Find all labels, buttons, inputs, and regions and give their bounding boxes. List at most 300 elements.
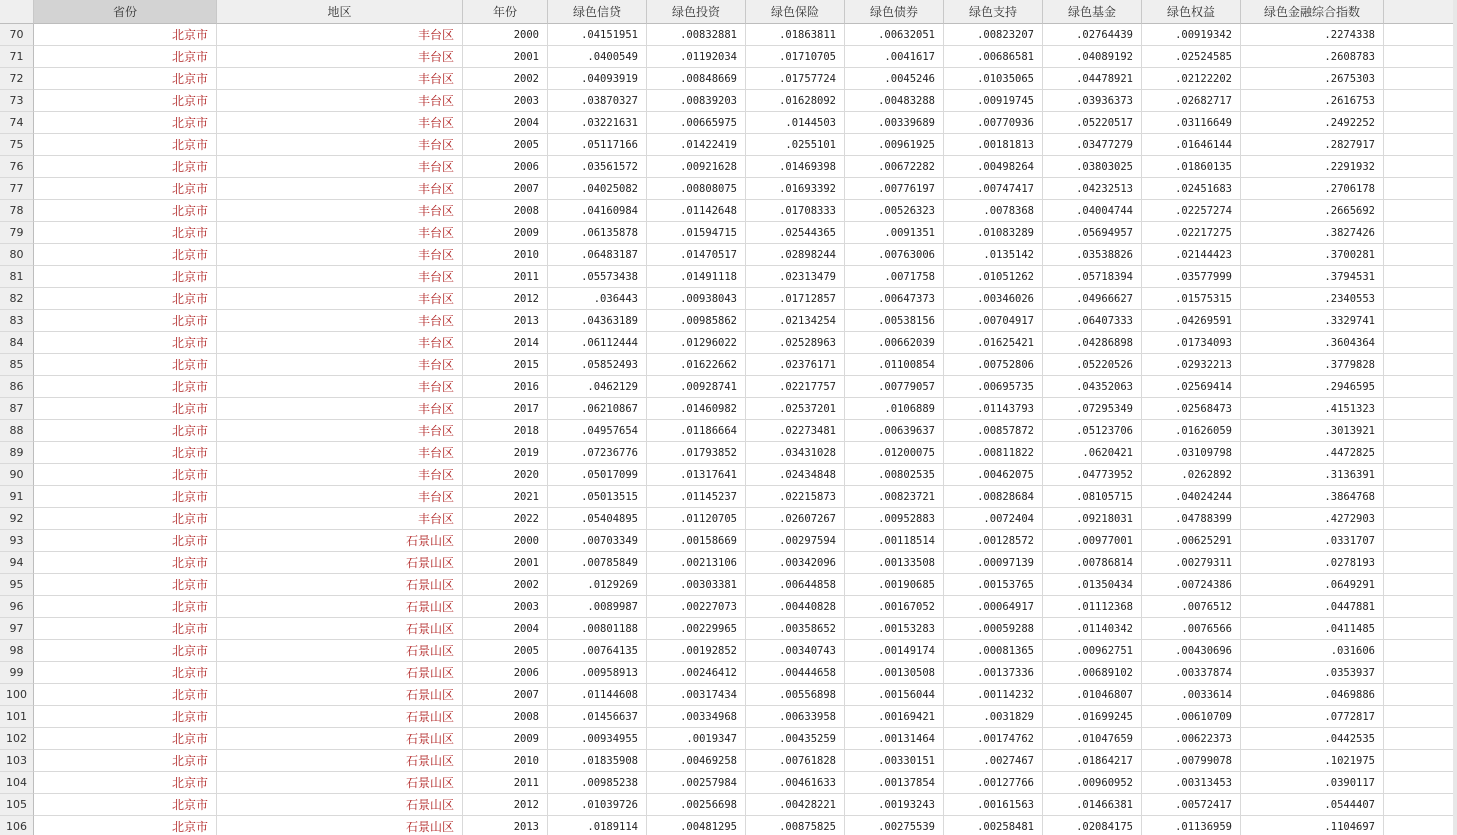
- table-row[interactable]: [0, 728, 1457, 750]
- empty-cell[interactable]: [1384, 750, 1457, 772]
- green-equity-cell[interactable]: .00724386: [1142, 574, 1241, 596]
- green-finance-index-cell[interactable]: .1104697: [1241, 816, 1384, 835]
- green-bond-cell[interactable]: .00275539: [845, 816, 944, 835]
- row-number[interactable]: 89: [0, 442, 34, 464]
- table-row[interactable]: [0, 178, 1457, 200]
- green-equity-cell[interactable]: .0076512: [1142, 596, 1241, 618]
- green-fund-cell[interactable]: .03538826: [1043, 244, 1142, 266]
- green-credit-cell[interactable]: .0129269: [548, 574, 647, 596]
- table-row[interactable]: [0, 794, 1457, 816]
- green-investment-cell[interactable]: .00808075: [647, 178, 746, 200]
- green-support-cell[interactable]: .00081365: [944, 640, 1043, 662]
- table-row[interactable]: [0, 354, 1457, 376]
- green-insurance-cell[interactable]: .01708333: [746, 200, 845, 222]
- province-cell[interactable]: 北京市: [34, 816, 217, 835]
- green-investment-cell[interactable]: .00303381: [647, 574, 746, 596]
- green-fund-cell[interactable]: .01140342: [1043, 618, 1142, 640]
- year-cell[interactable]: 2011: [463, 772, 548, 794]
- green-insurance-cell[interactable]: .00358652: [746, 618, 845, 640]
- year-cell[interactable]: 2000: [463, 24, 548, 46]
- district-cell[interactable]: 丰台区: [217, 376, 463, 398]
- table-row[interactable]: [0, 156, 1457, 178]
- vertical-scrollbar[interactable]: [1453, 0, 1457, 835]
- row-number[interactable]: 77: [0, 178, 34, 200]
- green-insurance-cell[interactable]: .00875825: [746, 816, 845, 835]
- year-cell[interactable]: 2013: [463, 816, 548, 835]
- green-bond-cell[interactable]: .00190685: [845, 574, 944, 596]
- green-equity-cell[interactable]: .01136959: [1142, 816, 1241, 835]
- green-bond-cell[interactable]: .0091351: [845, 222, 944, 244]
- table-row[interactable]: [0, 442, 1457, 464]
- green-bond-cell[interactable]: .00639637: [845, 420, 944, 442]
- column-header-green-fund[interactable]: 绿色基金: [1043, 0, 1142, 24]
- column-header-green-credit[interactable]: 绿色信贷: [548, 0, 647, 24]
- table-row[interactable]: [0, 288, 1457, 310]
- empty-cell[interactable]: [1384, 640, 1457, 662]
- empty-cell[interactable]: [1384, 46, 1457, 68]
- green-credit-cell[interactable]: .00764135: [548, 640, 647, 662]
- green-equity-cell[interactable]: .02144423: [1142, 244, 1241, 266]
- district-cell[interactable]: 石景山区: [217, 728, 463, 750]
- green-finance-index-cell[interactable]: .0544407: [1241, 794, 1384, 816]
- green-investment-cell[interactable]: .00832881: [647, 24, 746, 46]
- year-cell[interactable]: 2020: [463, 464, 548, 486]
- green-investment-cell[interactable]: .00158669: [647, 530, 746, 552]
- province-cell[interactable]: 北京市: [34, 266, 217, 288]
- green-support-cell[interactable]: .00346026: [944, 288, 1043, 310]
- district-cell[interactable]: 丰台区: [217, 354, 463, 376]
- year-cell[interactable]: 2001: [463, 552, 548, 574]
- empty-cell[interactable]: [1384, 266, 1457, 288]
- year-cell[interactable]: 2004: [463, 618, 548, 640]
- green-finance-index-cell[interactable]: .2492252: [1241, 112, 1384, 134]
- green-credit-cell[interactable]: .05573438: [548, 266, 647, 288]
- district-cell[interactable]: 丰台区: [217, 112, 463, 134]
- green-insurance-cell[interactable]: .00556898: [746, 684, 845, 706]
- row-number[interactable]: 96: [0, 596, 34, 618]
- green-investment-cell[interactable]: .00985862: [647, 310, 746, 332]
- green-insurance-cell[interactable]: .01469398: [746, 156, 845, 178]
- green-investment-cell[interactable]: .01145237: [647, 486, 746, 508]
- green-credit-cell[interactable]: .05017099: [548, 464, 647, 486]
- province-cell[interactable]: 北京市: [34, 24, 217, 46]
- green-insurance-cell[interactable]: .00440828: [746, 596, 845, 618]
- green-credit-cell[interactable]: .0400549: [548, 46, 647, 68]
- empty-cell[interactable]: [1384, 574, 1457, 596]
- green-support-cell[interactable]: .0027467: [944, 750, 1043, 772]
- green-credit-cell[interactable]: .036443: [548, 288, 647, 310]
- green-support-cell[interactable]: .01625421: [944, 332, 1043, 354]
- green-credit-cell[interactable]: .0462129: [548, 376, 647, 398]
- table-row[interactable]: [0, 552, 1457, 574]
- green-fund-cell[interactable]: .01864217: [1043, 750, 1142, 772]
- green-bond-cell[interactable]: .00137854: [845, 772, 944, 794]
- year-cell[interactable]: 2009: [463, 728, 548, 750]
- row-number[interactable]: 87: [0, 398, 34, 420]
- green-insurance-cell[interactable]: .00633958: [746, 706, 845, 728]
- green-insurance-cell[interactable]: .00342096: [746, 552, 845, 574]
- green-finance-index-cell[interactable]: .2616753: [1241, 90, 1384, 112]
- province-cell[interactable]: 北京市: [34, 596, 217, 618]
- green-equity-cell[interactable]: .00625291: [1142, 530, 1241, 552]
- green-insurance-cell[interactable]: .03431028: [746, 442, 845, 464]
- table-row[interactable]: [0, 266, 1457, 288]
- green-bond-cell[interactable]: .00802535: [845, 464, 944, 486]
- year-cell[interactable]: 2016: [463, 376, 548, 398]
- green-support-cell[interactable]: .00128572: [944, 530, 1043, 552]
- table-row[interactable]: [0, 420, 1457, 442]
- row-number[interactable]: 101: [0, 706, 34, 728]
- row-number[interactable]: 99: [0, 662, 34, 684]
- empty-cell[interactable]: [1384, 134, 1457, 156]
- green-finance-index-cell[interactable]: .3329741: [1241, 310, 1384, 332]
- green-equity-cell[interactable]: .02524585: [1142, 46, 1241, 68]
- green-finance-index-cell[interactable]: .031606: [1241, 640, 1384, 662]
- empty-cell[interactable]: [1384, 794, 1457, 816]
- province-cell[interactable]: 北京市: [34, 442, 217, 464]
- row-number[interactable]: 84: [0, 332, 34, 354]
- empty-cell[interactable]: [1384, 178, 1457, 200]
- green-credit-cell[interactable]: .05013515: [548, 486, 647, 508]
- year-cell[interactable]: 2017: [463, 398, 548, 420]
- district-cell[interactable]: 石景山区: [217, 618, 463, 640]
- province-cell[interactable]: 北京市: [34, 662, 217, 684]
- district-cell[interactable]: 石景山区: [217, 684, 463, 706]
- green-insurance-cell[interactable]: .02273481: [746, 420, 845, 442]
- empty-cell[interactable]: [1384, 618, 1457, 640]
- green-investment-cell[interactable]: .00928741: [647, 376, 746, 398]
- green-finance-index-cell[interactable]: .0390117: [1241, 772, 1384, 794]
- green-investment-cell[interactable]: .00848669: [647, 68, 746, 90]
- green-insurance-cell[interactable]: .02537201: [746, 398, 845, 420]
- district-cell[interactable]: 丰台区: [217, 90, 463, 112]
- green-support-cell[interactable]: .00811822: [944, 442, 1043, 464]
- province-cell[interactable]: 北京市: [34, 332, 217, 354]
- empty-cell[interactable]: [1384, 112, 1457, 134]
- column-header-green-investment[interactable]: 绿色投资: [647, 0, 746, 24]
- district-cell[interactable]: 丰台区: [217, 222, 463, 244]
- green-insurance-cell[interactable]: .02215873: [746, 486, 845, 508]
- green-credit-cell[interactable]: .05404895: [548, 508, 647, 530]
- green-fund-cell[interactable]: .04232513: [1043, 178, 1142, 200]
- green-finance-index-cell[interactable]: .2291932: [1241, 156, 1384, 178]
- green-support-cell[interactable]: .00097139: [944, 552, 1043, 574]
- green-bond-cell[interactable]: .00169421: [845, 706, 944, 728]
- province-cell[interactable]: 北京市: [34, 706, 217, 728]
- green-investment-cell[interactable]: .01317641: [647, 464, 746, 486]
- green-finance-index-cell[interactable]: .0411485: [1241, 618, 1384, 640]
- district-cell[interactable]: 石景山区: [217, 750, 463, 772]
- green-bond-cell[interactable]: .00483288: [845, 90, 944, 112]
- province-cell[interactable]: 北京市: [34, 420, 217, 442]
- district-cell[interactable]: 丰台区: [217, 398, 463, 420]
- year-cell[interactable]: 2012: [463, 288, 548, 310]
- year-cell[interactable]: 2019: [463, 442, 548, 464]
- green-fund-cell[interactable]: .00960952: [1043, 772, 1142, 794]
- green-support-cell[interactable]: .01035065: [944, 68, 1043, 90]
- green-insurance-cell[interactable]: .02528963: [746, 332, 845, 354]
- green-bond-cell[interactable]: .01200075: [845, 442, 944, 464]
- green-finance-index-cell[interactable]: .3794531: [1241, 266, 1384, 288]
- year-cell[interactable]: 2012: [463, 794, 548, 816]
- column-header-district[interactable]: 地区: [217, 0, 463, 24]
- empty-cell[interactable]: [1384, 728, 1457, 750]
- green-credit-cell[interactable]: .05117166: [548, 134, 647, 156]
- table-row[interactable]: [0, 332, 1457, 354]
- district-cell[interactable]: 石景山区: [217, 662, 463, 684]
- year-cell[interactable]: 2021: [463, 486, 548, 508]
- year-cell[interactable]: 2014: [463, 332, 548, 354]
- district-cell[interactable]: 石景山区: [217, 574, 463, 596]
- green-support-cell[interactable]: .00258481: [944, 816, 1043, 835]
- year-cell[interactable]: 2007: [463, 178, 548, 200]
- green-bond-cell[interactable]: .00130508: [845, 662, 944, 684]
- row-number[interactable]: 75: [0, 134, 34, 156]
- green-fund-cell[interactable]: .05220526: [1043, 354, 1142, 376]
- province-cell[interactable]: 北京市: [34, 772, 217, 794]
- green-bond-cell[interactable]: .0045246: [845, 68, 944, 90]
- empty-cell[interactable]: [1384, 486, 1457, 508]
- green-fund-cell[interactable]: .01046807: [1043, 684, 1142, 706]
- district-cell[interactable]: 石景山区: [217, 530, 463, 552]
- green-insurance-cell[interactable]: .02544365: [746, 222, 845, 244]
- corner-header[interactable]: [0, 0, 34, 24]
- district-cell[interactable]: 丰台区: [217, 332, 463, 354]
- green-credit-cell[interactable]: .04957654: [548, 420, 647, 442]
- row-number[interactable]: 71: [0, 46, 34, 68]
- green-equity-cell[interactable]: .02257274: [1142, 200, 1241, 222]
- empty-cell[interactable]: [1384, 552, 1457, 574]
- green-insurance-cell[interactable]: .02434848: [746, 464, 845, 486]
- district-cell[interactable]: 丰台区: [217, 134, 463, 156]
- district-cell[interactable]: 丰台区: [217, 68, 463, 90]
- year-cell[interactable]: 2007: [463, 684, 548, 706]
- green-finance-index-cell[interactable]: .3700281: [1241, 244, 1384, 266]
- row-number[interactable]: 73: [0, 90, 34, 112]
- green-credit-cell[interactable]: .01144608: [548, 684, 647, 706]
- green-investment-cell[interactable]: .00665975: [647, 112, 746, 134]
- year-cell[interactable]: 2002: [463, 68, 548, 90]
- green-finance-index-cell[interactable]: .4151323: [1241, 398, 1384, 420]
- green-investment-cell[interactable]: .00938043: [647, 288, 746, 310]
- green-fund-cell[interactable]: .00962751: [1043, 640, 1142, 662]
- province-cell[interactable]: 北京市: [34, 728, 217, 750]
- green-fund-cell[interactable]: .09218031: [1043, 508, 1142, 530]
- green-bond-cell[interactable]: .00131464: [845, 728, 944, 750]
- province-cell[interactable]: 北京市: [34, 222, 217, 244]
- empty-cell[interactable]: [1384, 772, 1457, 794]
- district-cell[interactable]: 丰台区: [217, 244, 463, 266]
- green-credit-cell[interactable]: .04160984: [548, 200, 647, 222]
- year-cell[interactable]: 2013: [463, 310, 548, 332]
- row-number[interactable]: 72: [0, 68, 34, 90]
- green-investment-cell[interactable]: .00921628: [647, 156, 746, 178]
- table-row[interactable]: [0, 112, 1457, 134]
- column-header-green-insurance[interactable]: 绿色保险: [746, 0, 845, 24]
- green-support-cell[interactable]: .00770936: [944, 112, 1043, 134]
- province-cell[interactable]: 北京市: [34, 244, 217, 266]
- green-investment-cell[interactable]: .01120705: [647, 508, 746, 530]
- empty-cell[interactable]: [1384, 310, 1457, 332]
- green-credit-cell[interactable]: .06135878: [548, 222, 647, 244]
- green-support-cell[interactable]: .00127766: [944, 772, 1043, 794]
- green-support-cell[interactable]: .00857872: [944, 420, 1043, 442]
- row-number[interactable]: 93: [0, 530, 34, 552]
- table-row[interactable]: [0, 618, 1457, 640]
- year-cell[interactable]: 2010: [463, 750, 548, 772]
- empty-cell[interactable]: [1384, 222, 1457, 244]
- green-finance-index-cell[interactable]: .3864768: [1241, 486, 1384, 508]
- year-cell[interactable]: 2005: [463, 640, 548, 662]
- green-investment-cell[interactable]: .01793852: [647, 442, 746, 464]
- green-fund-cell[interactable]: .03477279: [1043, 134, 1142, 156]
- green-bond-cell[interactable]: .0071758: [845, 266, 944, 288]
- province-cell[interactable]: 北京市: [34, 574, 217, 596]
- table-row[interactable]: [0, 90, 1457, 112]
- green-insurance-cell[interactable]: .00644858: [746, 574, 845, 596]
- green-support-cell[interactable]: .0031829: [944, 706, 1043, 728]
- green-support-cell[interactable]: .00704917: [944, 310, 1043, 332]
- province-cell[interactable]: 北京市: [34, 552, 217, 574]
- province-cell[interactable]: 北京市: [34, 508, 217, 530]
- table-row[interactable]: [0, 398, 1457, 420]
- green-support-cell[interactable]: .01143793: [944, 398, 1043, 420]
- empty-cell[interactable]: [1384, 354, 1457, 376]
- row-number[interactable]: 98: [0, 640, 34, 662]
- province-cell[interactable]: 北京市: [34, 530, 217, 552]
- green-bond-cell[interactable]: .00133508: [845, 552, 944, 574]
- green-finance-index-cell[interactable]: .0469886: [1241, 684, 1384, 706]
- green-finance-index-cell[interactable]: .0278193: [1241, 552, 1384, 574]
- green-finance-index-cell[interactable]: .0649291: [1241, 574, 1384, 596]
- green-support-cell[interactable]: .01083289: [944, 222, 1043, 244]
- green-insurance-cell[interactable]: .02376171: [746, 354, 845, 376]
- green-finance-index-cell[interactable]: .3604364: [1241, 332, 1384, 354]
- green-bond-cell[interactable]: .00339689: [845, 112, 944, 134]
- empty-cell[interactable]: [1384, 332, 1457, 354]
- table-row[interactable]: [0, 310, 1457, 332]
- row-number[interactable]: 94: [0, 552, 34, 574]
- year-cell[interactable]: 2008: [463, 200, 548, 222]
- green-insurance-cell[interactable]: .01712857: [746, 288, 845, 310]
- green-investment-cell[interactable]: .00317434: [647, 684, 746, 706]
- column-header-green-finance-index[interactable]: 绿色金融综合指数: [1241, 0, 1384, 24]
- year-cell[interactable]: 2003: [463, 90, 548, 112]
- green-investment-cell[interactable]: .01296022: [647, 332, 746, 354]
- green-bond-cell[interactable]: .00149174: [845, 640, 944, 662]
- green-insurance-cell[interactable]: .02217757: [746, 376, 845, 398]
- green-finance-index-cell[interactable]: .3827426: [1241, 222, 1384, 244]
- district-cell[interactable]: 石景山区: [217, 552, 463, 574]
- green-equity-cell[interactable]: .04024244: [1142, 486, 1241, 508]
- green-bond-cell[interactable]: .00961925: [845, 134, 944, 156]
- green-investment-cell[interactable]: .00246412: [647, 662, 746, 684]
- district-cell[interactable]: 丰台区: [217, 288, 463, 310]
- green-finance-index-cell[interactable]: .2665692: [1241, 200, 1384, 222]
- green-fund-cell[interactable]: .01350434: [1043, 574, 1142, 596]
- green-fund-cell[interactable]: .04004744: [1043, 200, 1142, 222]
- row-number[interactable]: 79: [0, 222, 34, 244]
- year-cell[interactable]: 2006: [463, 156, 548, 178]
- year-cell[interactable]: 2011: [463, 266, 548, 288]
- green-investment-cell[interactable]: .01594715: [647, 222, 746, 244]
- green-credit-cell[interactable]: .05852493: [548, 354, 647, 376]
- green-support-cell[interactable]: .00828684: [944, 486, 1043, 508]
- green-equity-cell[interactable]: .04269591: [1142, 310, 1241, 332]
- green-fund-cell[interactable]: .02084175: [1043, 816, 1142, 835]
- green-credit-cell[interactable]: .04151951: [548, 24, 647, 46]
- green-bond-cell[interactable]: .00153283: [845, 618, 944, 640]
- green-credit-cell[interactable]: .00934955: [548, 728, 647, 750]
- green-investment-cell[interactable]: .00469258: [647, 750, 746, 772]
- district-cell[interactable]: 丰台区: [217, 508, 463, 530]
- green-fund-cell[interactable]: .0620421: [1043, 442, 1142, 464]
- province-cell[interactable]: 北京市: [34, 486, 217, 508]
- green-equity-cell[interactable]: .03577999: [1142, 266, 1241, 288]
- year-cell[interactable]: 2010: [463, 244, 548, 266]
- empty-cell[interactable]: [1384, 398, 1457, 420]
- green-support-cell[interactable]: .00695735: [944, 376, 1043, 398]
- province-cell[interactable]: 北京市: [34, 200, 217, 222]
- green-finance-index-cell[interactable]: .0447881: [1241, 596, 1384, 618]
- row-number[interactable]: 105: [0, 794, 34, 816]
- green-insurance-cell[interactable]: .02134254: [746, 310, 845, 332]
- green-fund-cell[interactable]: .00977001: [1043, 530, 1142, 552]
- empty-cell[interactable]: [1384, 200, 1457, 222]
- province-cell[interactable]: 北京市: [34, 794, 217, 816]
- green-support-cell[interactable]: .00823207: [944, 24, 1043, 46]
- green-bond-cell[interactable]: .00952883: [845, 508, 944, 530]
- green-investment-cell[interactable]: .00839203: [647, 90, 746, 112]
- green-finance-index-cell[interactable]: .0353937: [1241, 662, 1384, 684]
- green-fund-cell[interactable]: .01047659: [1043, 728, 1142, 750]
- province-cell[interactable]: 北京市: [34, 46, 217, 68]
- green-bond-cell[interactable]: .00156044: [845, 684, 944, 706]
- row-number[interactable]: 106: [0, 816, 34, 835]
- green-finance-index-cell[interactable]: .2946595: [1241, 376, 1384, 398]
- green-investment-cell[interactable]: .01491118: [647, 266, 746, 288]
- year-cell[interactable]: 2004: [463, 112, 548, 134]
- green-support-cell[interactable]: .00462075: [944, 464, 1043, 486]
- empty-cell[interactable]: [1384, 156, 1457, 178]
- green-equity-cell[interactable]: .0076566: [1142, 618, 1241, 640]
- green-finance-index-cell[interactable]: .3779828: [1241, 354, 1384, 376]
- green-finance-index-cell[interactable]: .2340553: [1241, 288, 1384, 310]
- empty-cell[interactable]: [1384, 530, 1457, 552]
- green-credit-cell[interactable]: .01039726: [548, 794, 647, 816]
- green-finance-index-cell[interactable]: .2827917: [1241, 134, 1384, 156]
- green-credit-cell[interactable]: .0189114: [548, 816, 647, 835]
- table-row[interactable]: [0, 530, 1457, 552]
- row-number[interactable]: 92: [0, 508, 34, 530]
- green-investment-cell[interactable]: .00192852: [647, 640, 746, 662]
- green-insurance-cell[interactable]: .02607267: [746, 508, 845, 530]
- green-bond-cell[interactable]: .0106889: [845, 398, 944, 420]
- green-insurance-cell[interactable]: .00461633: [746, 772, 845, 794]
- green-equity-cell[interactable]: .04788399: [1142, 508, 1241, 530]
- table-row[interactable]: [0, 706, 1457, 728]
- year-cell[interactable]: 2002: [463, 574, 548, 596]
- province-cell[interactable]: 北京市: [34, 376, 217, 398]
- green-equity-cell[interactable]: .02569414: [1142, 376, 1241, 398]
- row-number[interactable]: 83: [0, 310, 34, 332]
- green-insurance-cell[interactable]: .00435259: [746, 728, 845, 750]
- green-equity-cell[interactable]: .00622373: [1142, 728, 1241, 750]
- green-credit-cell[interactable]: .01456637: [548, 706, 647, 728]
- green-finance-index-cell[interactable]: .0331707: [1241, 530, 1384, 552]
- green-fund-cell[interactable]: .04352063: [1043, 376, 1142, 398]
- green-insurance-cell[interactable]: .00761828: [746, 750, 845, 772]
